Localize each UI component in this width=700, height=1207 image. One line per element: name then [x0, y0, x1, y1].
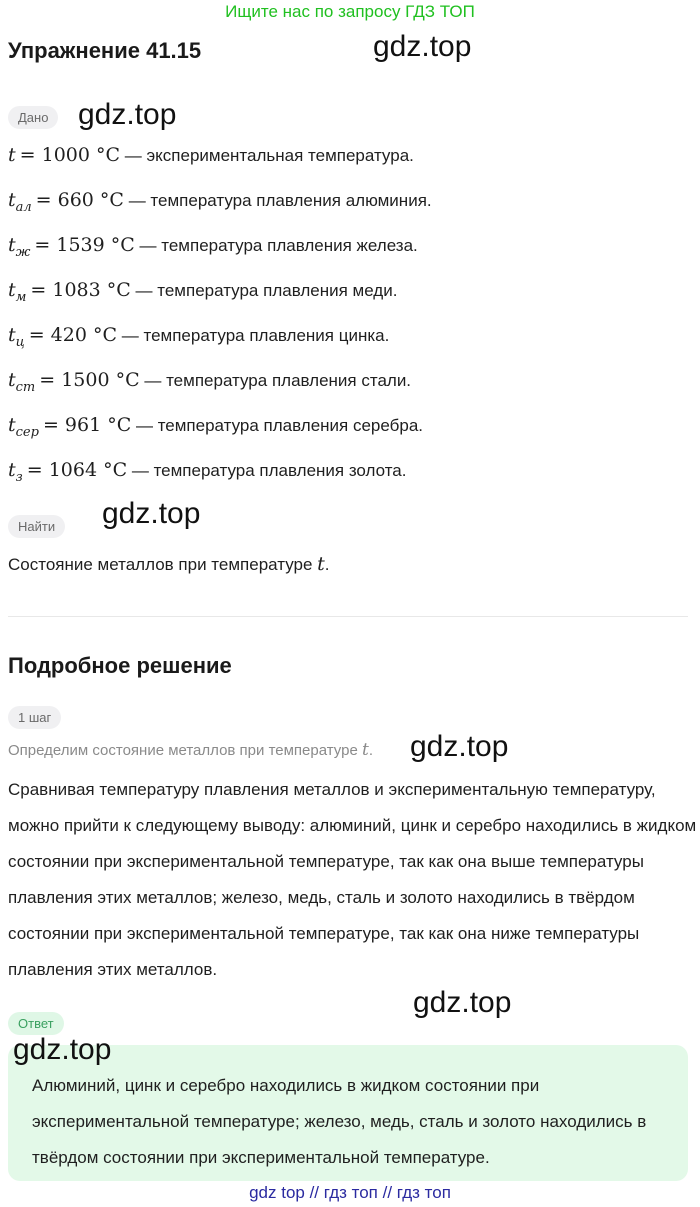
given-description: — температура плавления железа. [134, 236, 418, 255]
given-description: — температура плавления серебра. [131, 416, 423, 435]
solution-text: Сравнивая температуру плавления металлов и экспериментальную температуру, можно прийти к следующему выводу: алюминий, цинк и серебро находились в жидком состоянии при экспериментальной температуре, так как она выше температуры плавления этих металлов; железо, медь, сталь и золото находились в твёрдом состоянии при экспериментальной температуре, так как она ниже температуры плавления этих металлов. [8, 780, 697, 979]
watermark: gdz.top [78, 98, 177, 131]
answer-badge: Ответ [8, 1012, 64, 1035]
divider [8, 616, 688, 617]
footer-links[interactable]: gdz top // гдз топ // гдз топ [249, 1183, 451, 1202]
find-badge: Найти [8, 515, 65, 538]
given-description: — экспериментальная температура. [120, 146, 414, 165]
given-item [8, 234, 418, 260]
given-formula: $t_з = 1064$ °C [8, 459, 128, 485]
watermark: gdz.top [102, 497, 201, 530]
given-formula: $t_{ст} = 1500$ °C [8, 369, 140, 395]
given-description: — температура плавления алюминия. [123, 191, 432, 210]
find-text: Состояние металлов при температуре t. [8, 553, 330, 575]
given-formula: $t_{ал} = 660$ °C [8, 189, 124, 215]
given-item [8, 324, 390, 350]
watermark: gdz.top [413, 986, 512, 1019]
given-description: — температура плавления меди. [130, 281, 398, 300]
given-description: — температура плавления золота. [127, 461, 407, 480]
given-item [8, 144, 414, 166]
given-item [8, 189, 432, 215]
given-description: — температура плавления стали. [139, 371, 412, 390]
given-item [8, 414, 423, 440]
given-formula: $t_м = 1083$ °C [8, 279, 131, 305]
given-formula: t = 1000 °C [8, 144, 121, 166]
step-badge: 1 шаг [8, 706, 61, 729]
given-formula: $t_ц = 420$ °C [8, 324, 118, 350]
given-badge: Дано [8, 106, 58, 129]
given-formula: $t_{сер} = 961$ °C [8, 414, 132, 440]
given-item [8, 369, 412, 395]
watermark: gdz.top [410, 730, 509, 763]
given-formula: $t_ж = 1539$ °C [8, 234, 135, 260]
search-banner[interactable]: Ищите нас по запросу ГДЗ ТОП [225, 2, 475, 21]
solution-heading: Подробное решение [8, 653, 232, 678]
given-description: — температура плавления цинка. [117, 326, 390, 345]
given-item [8, 279, 398, 305]
step-intro: Определим состояние металлов при температуре t. [8, 740, 373, 760]
watermark: gdz.top [373, 30, 472, 63]
answer-text: Алюминий, цинк и серебро находились в жидком состоянии при экспериментальной температуре; железо, медь, сталь и золото находились в твёрдом состоянии при экспериментальной температуре. [32, 1076, 647, 1167]
given-item [8, 459, 407, 485]
watermark: gdz.top [13, 1033, 112, 1066]
page-title: Упражнение 41.15 [8, 38, 202, 63]
